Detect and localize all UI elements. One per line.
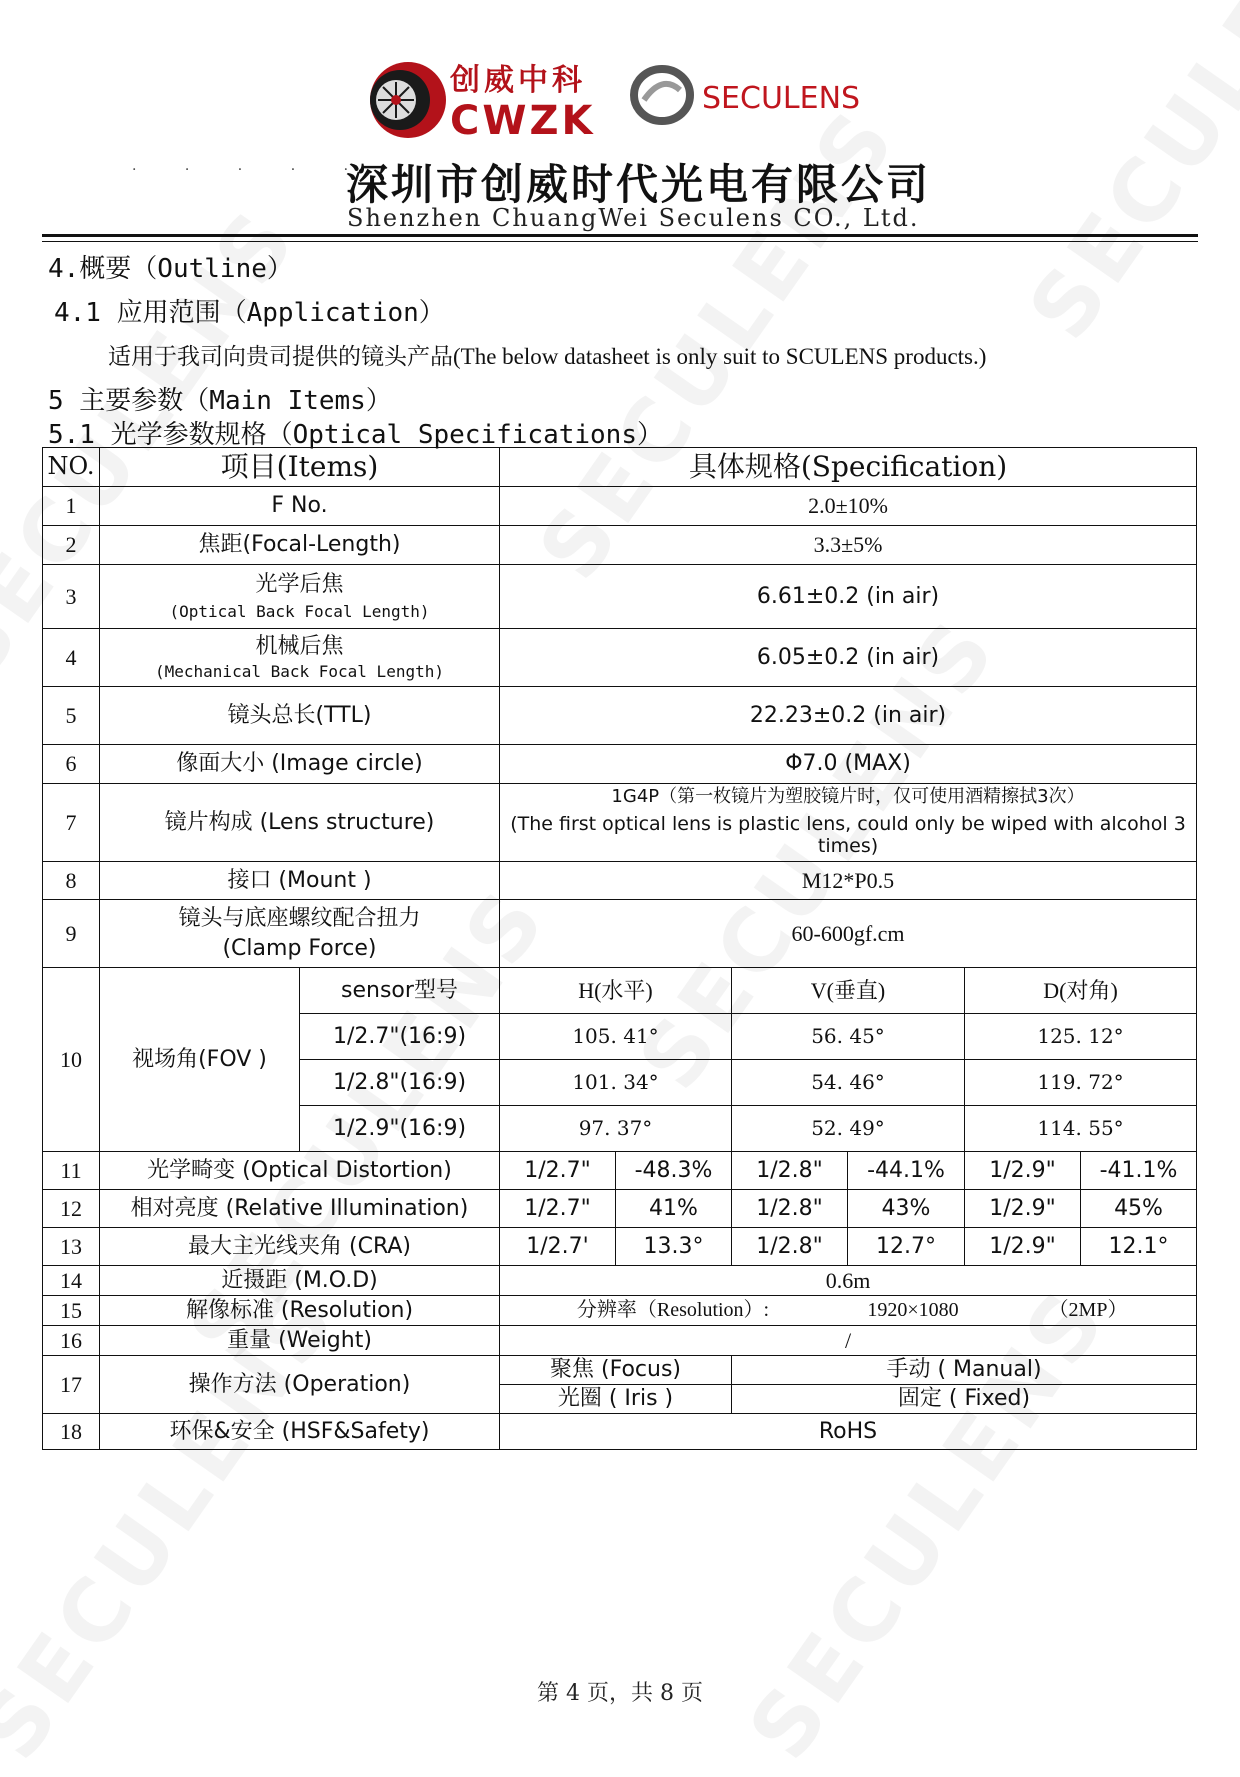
row-no: 16	[43, 1326, 100, 1356]
fov-sensor: 1/2.9"(16:9)	[300, 1106, 500, 1152]
table-row	[43, 1152, 1197, 1190]
item-cell: 视场角(FOV )	[100, 968, 300, 1152]
fov-h: 101. 34°	[500, 1060, 732, 1106]
table-row	[43, 1266, 1197, 1296]
value-cell	[500, 784, 1197, 862]
table-row	[43, 487, 1197, 526]
operation-focus-value: 手动 ( Manual)	[732, 1356, 1197, 1385]
header-rule	[42, 234, 1198, 237]
value-cell: 3.3±5%	[500, 526, 1197, 565]
sensor-cell: 1/2.7'	[500, 1228, 616, 1266]
item-cell: 接口 (Mount )	[100, 862, 500, 900]
svg-text:创威中科: 创威中科	[450, 63, 586, 98]
operation-iris-value: 固定 ( Fixed)	[732, 1385, 1197, 1414]
item-cell: 焦距(Focal-Length)	[100, 526, 500, 565]
table-row	[43, 1296, 1197, 1326]
value-cell: 6.05±0.2 (in air)	[500, 629, 1197, 687]
row-no: 17	[43, 1356, 100, 1414]
row-no: 11	[43, 1152, 100, 1190]
table-row	[43, 968, 1197, 1014]
operation-focus-label: 聚焦 (Focus)	[500, 1356, 732, 1385]
value-cell: 43%	[848, 1190, 965, 1228]
application-text: 适用于我司向贵司提供的镜头产品(The below datasheet is only suit to SCULENS products.)	[108, 344, 987, 369]
resolution-label: 分辨率（Resolution）:	[576, 1299, 770, 1321]
item-cell: F No.	[100, 487, 500, 526]
row-no: 1	[43, 487, 100, 526]
table-row	[43, 862, 1197, 900]
cwzk-logo	[366, 56, 626, 142]
value-cell: 13.3°	[616, 1228, 732, 1266]
row-no: 12	[43, 1190, 100, 1228]
fov-d: 125. 12°	[965, 1014, 1197, 1060]
page-footer: 第 4 页，共 8 页	[537, 1681, 703, 1706]
fov-sensor-header: sensor型号	[300, 968, 500, 1014]
item-cell	[100, 565, 500, 629]
row-no: 8	[43, 862, 100, 900]
spec-table	[42, 447, 1197, 1450]
table-row	[43, 687, 1197, 745]
value-cell: RoHS	[500, 1414, 1197, 1450]
fov-d: 114. 55°	[965, 1106, 1197, 1152]
section-5-1-heading: 5.1 光学参数规格（Optical Specifications）	[48, 420, 663, 450]
fov-v: 56. 45°	[732, 1014, 965, 1060]
item-cell: 镜片构成 (Lens structure)	[100, 784, 500, 862]
table-row	[43, 1228, 1197, 1266]
item-cn: 镜头与底座螺纹配合扭力	[178, 906, 421, 932]
company-name-cn: 深圳市创威时代光电有限公司	[346, 160, 932, 209]
item-cn: 光学后焦	[255, 571, 344, 597]
value-cell: 6.61±0.2 (in air)	[500, 565, 1197, 629]
value-cell: 12.1°	[1081, 1228, 1197, 1266]
item-cell: 操作方法 (Operation)	[100, 1356, 500, 1414]
row-no: 5	[43, 687, 100, 745]
decorative-dots: · · · · ·	[132, 162, 371, 178]
item-cell	[100, 900, 500, 968]
row-no: 18	[43, 1414, 100, 1450]
svg-text:CWZK: CWZK	[450, 98, 596, 142]
sensor-cell: 1/2.9"	[965, 1228, 1081, 1266]
table-row	[43, 1356, 1197, 1385]
row-no: 9	[43, 900, 100, 968]
row-no: 6	[43, 745, 100, 784]
table-row	[43, 745, 1197, 784]
seculens-logo	[630, 60, 880, 130]
item-cell: 最大主光线夹角 (CRA)	[100, 1228, 500, 1266]
table-row	[43, 565, 1197, 629]
header-rule	[42, 241, 1198, 242]
value-cell: /	[500, 1326, 1197, 1356]
sensor-cell: 1/2.8"	[732, 1190, 848, 1228]
table-row	[43, 784, 1197, 862]
page-header	[0, 0, 1240, 240]
row-no: 4	[43, 629, 100, 687]
table-header-row	[43, 448, 1197, 487]
row-no: 15	[43, 1296, 100, 1326]
fov-h: 105. 41°	[500, 1014, 732, 1060]
sensor-cell: 1/2.7"	[500, 1190, 616, 1228]
item-en: (Mechanical Back Focal Length)	[155, 661, 444, 681]
fov-v: 52. 49°	[732, 1106, 965, 1152]
col-spec-header: 具体规格(Specification)	[500, 448, 1197, 487]
value-line-2: (The first optical lens is plastic lens, could only be wiped with alcohol 3 times)	[510, 813, 1186, 857]
fov-h: 97. 37°	[500, 1106, 732, 1152]
item-cell: 光学畸变 (Optical Distortion)	[100, 1152, 500, 1190]
item-cell: 镜头总长(TTL)	[100, 687, 500, 745]
operation-iris-label: 光圈 ( Iris )	[500, 1385, 732, 1414]
fov-h-header: H(水平)	[500, 968, 732, 1014]
value-cell: 0.6m	[500, 1266, 1197, 1296]
col-no-header: NO.	[43, 448, 100, 487]
fov-sensor: 1/2.7"(16:9)	[300, 1014, 500, 1060]
value-cell: -41.1%	[1081, 1152, 1197, 1190]
row-no: 14	[43, 1266, 100, 1296]
resolution-mp: （2MP）	[1048, 1299, 1128, 1321]
section-5-heading: 5 主要参数（Main Items）	[48, 386, 392, 416]
table-row	[43, 1414, 1197, 1450]
value-line-1: 1G4P（第一枚镜片为塑胶镜片时，仅可使用酒精擦拭3次）	[611, 786, 1085, 808]
value-cell: Φ7.0 (MAX)	[500, 745, 1197, 784]
fov-d: 119. 72°	[965, 1060, 1197, 1106]
sensor-cell: 1/2.8"	[732, 1152, 848, 1190]
item-cell	[100, 629, 500, 687]
fov-d-header: D(对角)	[965, 968, 1197, 1014]
fov-v: 54. 46°	[732, 1060, 965, 1106]
section-4-1-heading: 4.1 应用范围（Application）	[54, 298, 445, 328]
item-cell: 环保&安全 (HSF&Safety)	[100, 1414, 500, 1450]
value-cell: 12.7°	[848, 1228, 965, 1266]
item-cell: 像面大小 (Image circle)	[100, 745, 500, 784]
table-row	[43, 526, 1197, 565]
row-no: 7	[43, 784, 100, 862]
item-cn: 机械后焦	[255, 633, 344, 659]
row-no: 3	[43, 565, 100, 629]
sensor-cell: 1/2.9"	[965, 1152, 1081, 1190]
item-cell: 相对亮度 (Relative Illumination)	[100, 1190, 500, 1228]
table-row	[43, 1190, 1197, 1228]
value-cell: 45%	[1081, 1190, 1197, 1228]
resolution-value: 1920×1080	[867, 1299, 959, 1321]
col-items-header: 项目(Items)	[100, 448, 500, 487]
svg-text:SECULENS: SECULENS	[702, 81, 861, 116]
item-cell: 重量 (Weight)	[100, 1326, 500, 1356]
item-cell: 解像标准 (Resolution)	[100, 1296, 500, 1326]
item-en: (Optical Back Focal Length)	[169, 601, 430, 621]
value-cell: -44.1%	[848, 1152, 965, 1190]
sensor-cell: 1/2.7"	[500, 1152, 616, 1190]
fov-sensor: 1/2.8"(16:9)	[300, 1060, 500, 1106]
row-no: 13	[43, 1228, 100, 1266]
table-row	[43, 1326, 1197, 1356]
section-4-heading: 4.概要（Outline）	[48, 254, 293, 284]
table-row	[43, 629, 1197, 687]
value-cell: 22.23±0.2 (in air)	[500, 687, 1197, 745]
item-cell: 近摄距 (M.O.D)	[100, 1266, 500, 1296]
row-no: 10	[43, 968, 100, 1152]
value-cell: M12*P0.5	[500, 862, 1197, 900]
value-cell: -48.3%	[616, 1152, 732, 1190]
value-cell	[500, 1296, 1197, 1326]
value-cell: 2.0±10%	[500, 487, 1197, 526]
sensor-cell: 1/2.8"	[732, 1228, 848, 1266]
item-en: (Clamp Force)	[222, 935, 377, 961]
value-cell: 41%	[616, 1190, 732, 1228]
row-no: 2	[43, 526, 100, 565]
value-cell: 60-600gf.cm	[500, 900, 1197, 968]
fov-v-header: V(垂直)	[732, 968, 965, 1014]
sensor-cell: 1/2.9"	[965, 1190, 1081, 1228]
company-name-en: Shenzhen ChuangWei Seculens CO., Ltd.	[347, 204, 920, 232]
table-row	[43, 900, 1197, 968]
